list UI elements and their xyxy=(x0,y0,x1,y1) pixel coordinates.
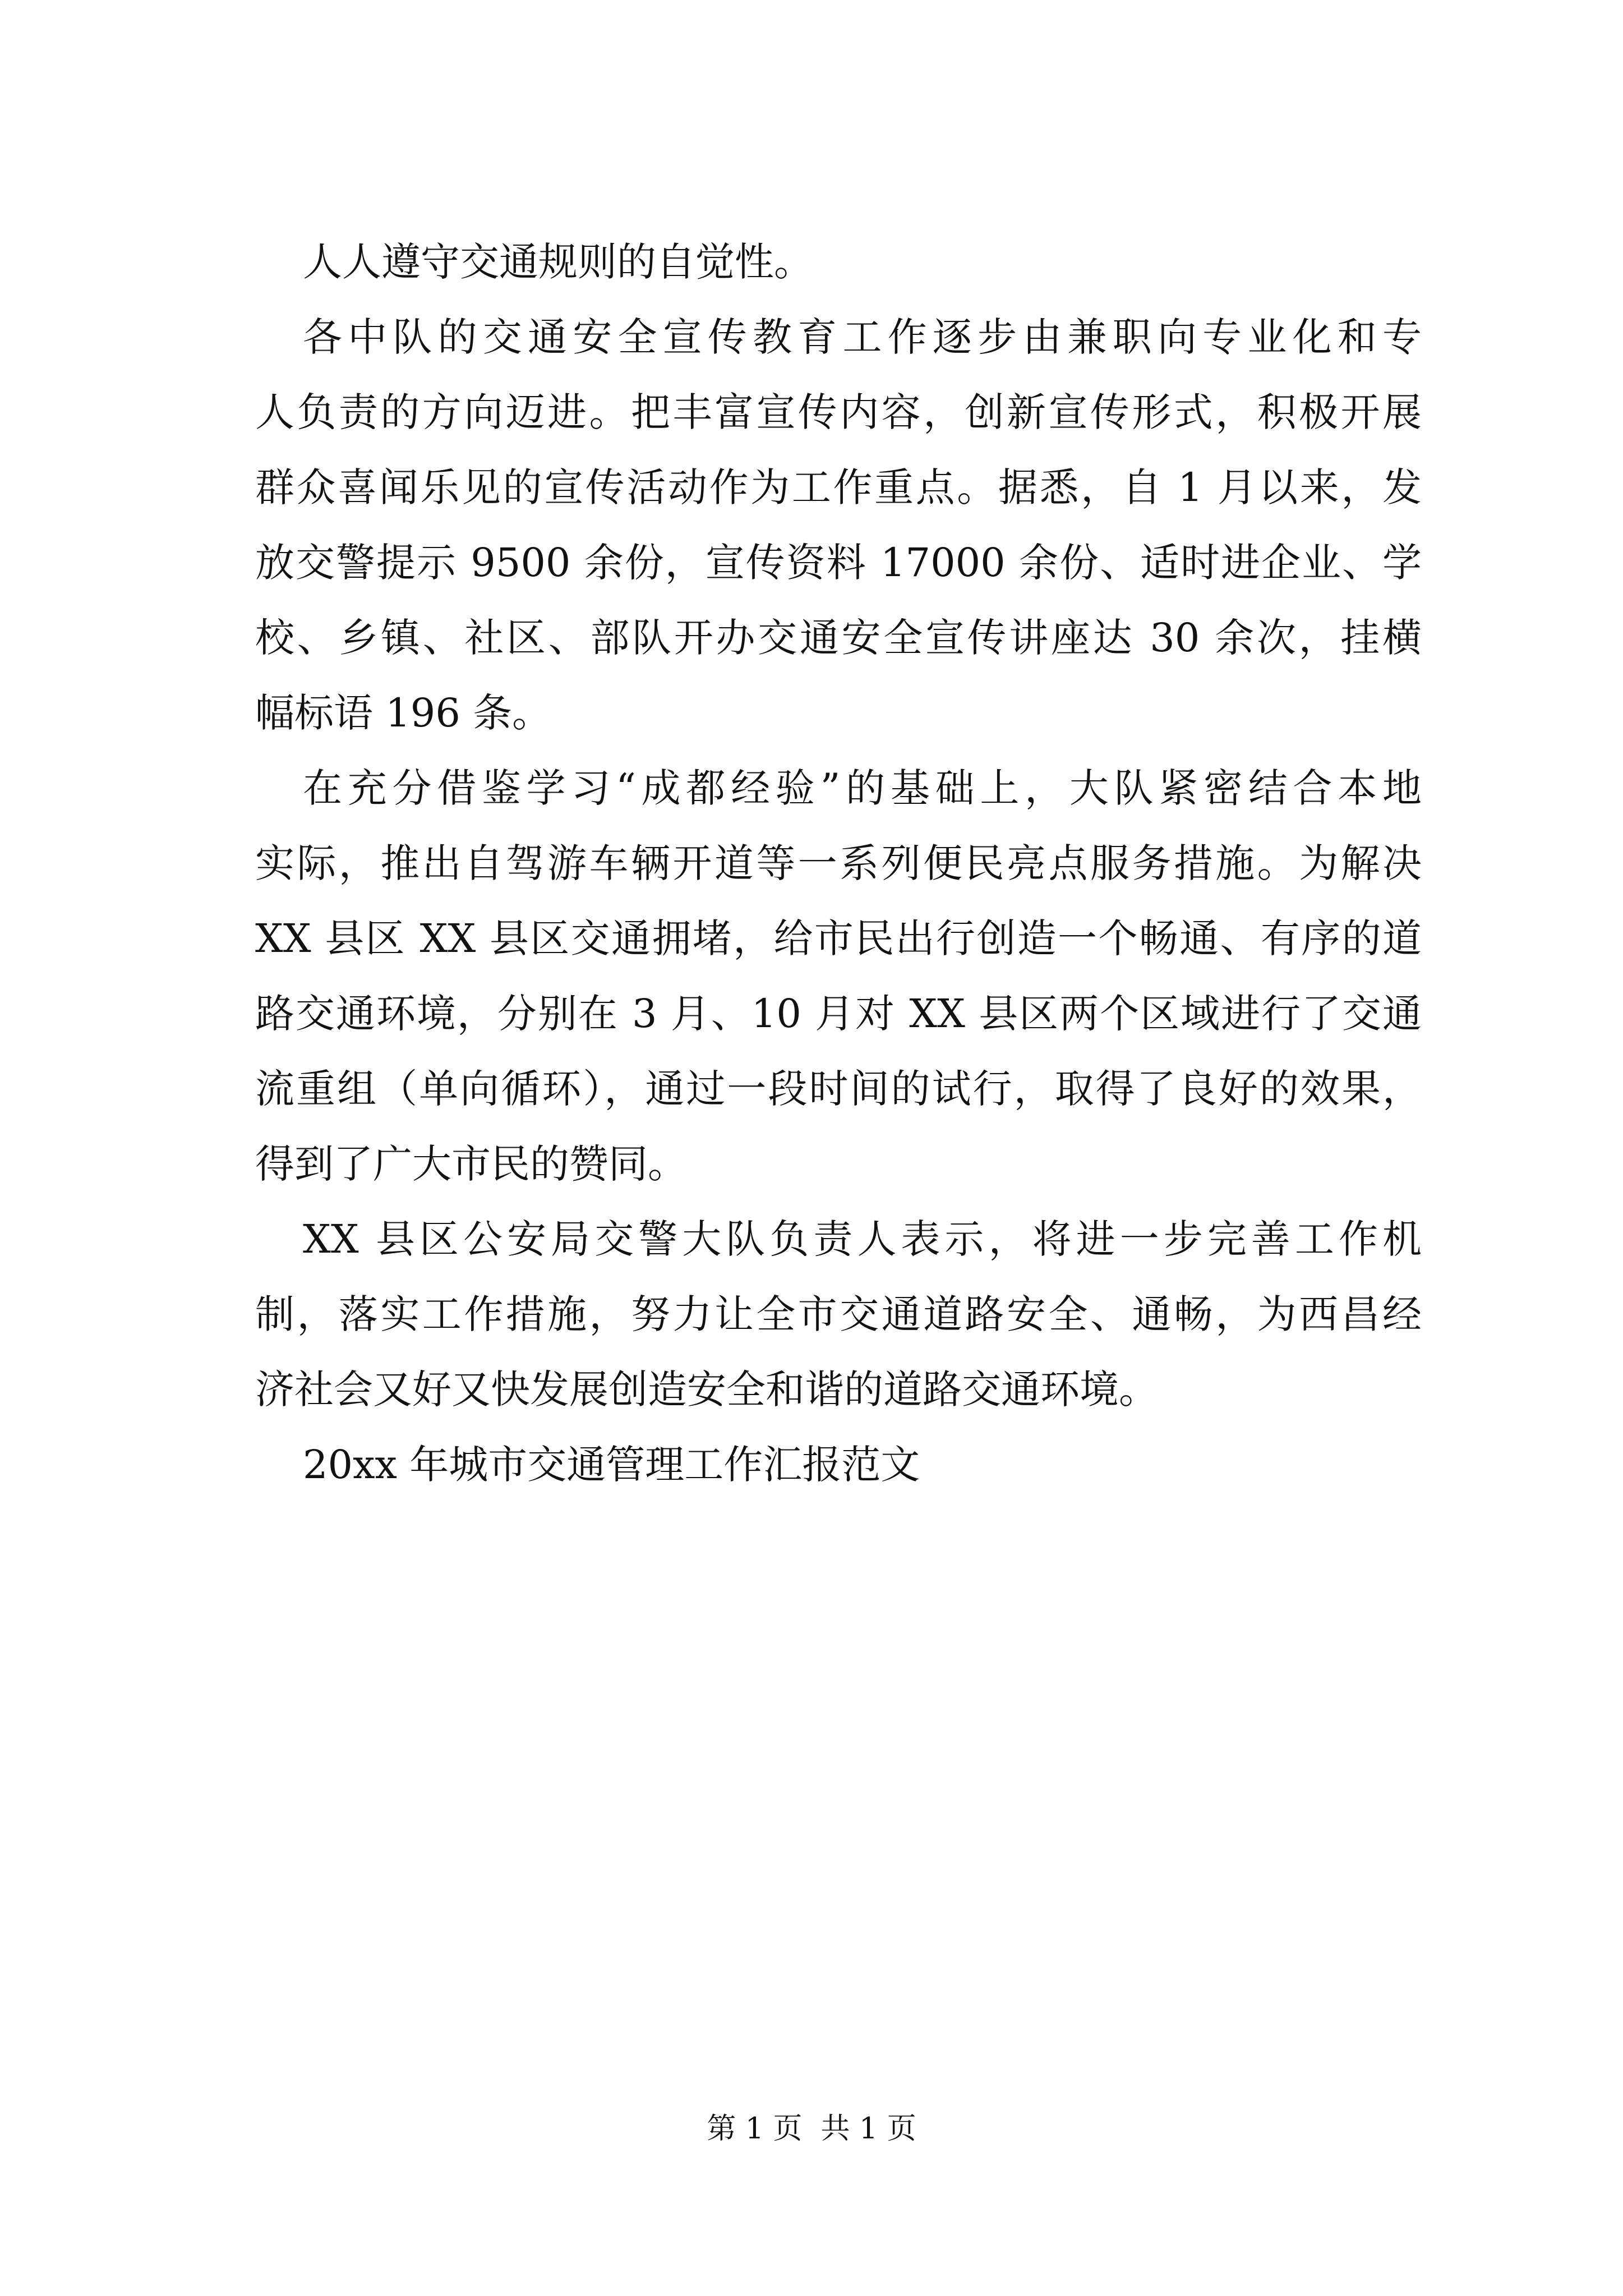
text-line: 20xx 年城市交通管理工作汇报范文 xyxy=(303,1442,920,1488)
text-line: 实际，推出自驾游车辆开道等一系列便民亮点服务措施。为解决 xyxy=(255,840,1422,886)
text-line: 校、乡镇、社区、部队开办交通安全宣传讲座达 30 余次，挂横 xyxy=(255,615,1422,661)
text-line: 得到了广大市民的赞同。 xyxy=(255,1141,687,1187)
page-number: 第 1 页 共 1 页 xyxy=(707,2112,916,2146)
text-line: XX 县区 XX 县区交通拥堵，给市民出行创造一个畅通、有序的道 xyxy=(255,915,1422,961)
text-line: 人负责的方向迈进。把丰富宣传内容，创新宣传形式，积极开展 xyxy=(255,389,1422,435)
text-line: 流重组（单向循环），通过一段时间的试行，取得了良好的效果， xyxy=(255,1066,1422,1112)
text-line: 在充分借鉴学习“成都经验”的基础上，大队紧密结合本地 xyxy=(303,765,1422,811)
text-line: 济社会又好又快发展创造安全和谐的道路交通环境。 xyxy=(255,1366,1158,1412)
text-line: XX 县区公安局交警大队负责人表示，将进一步完善工作机 xyxy=(303,1216,1422,1262)
text-line: 群众喜闻乐见的宣传活动作为工作重点。据悉，自 1 月以来，发 xyxy=(255,464,1422,510)
page-footer xyxy=(0,2109,1623,2148)
text-line: 各中队的交通安全宣传教育工作逐步由兼职向专业化和专 xyxy=(303,314,1422,360)
paragraph xyxy=(255,1202,1422,1427)
text-line: 放交警提示 9500 余份，宣传资料 17000 余份、适时进企业、学 xyxy=(255,540,1422,586)
paragraph xyxy=(255,300,1422,751)
text-line: 人人遵守交通规则的自觉性。 xyxy=(303,239,813,285)
paragraph xyxy=(255,751,1422,1202)
text-line: 幅标语 196 条。 xyxy=(255,690,552,736)
text-line: 制，落实工作措施，努力让全市交通道路安全、通畅，为西昌经 xyxy=(255,1291,1422,1337)
paragraph xyxy=(255,224,1422,300)
text-line: 路交通环境，分别在 3 月、10 月对 XX 县区两个区域进行了交通 xyxy=(255,991,1422,1037)
body-text xyxy=(255,224,1422,1502)
paragraph xyxy=(255,1427,1422,1502)
